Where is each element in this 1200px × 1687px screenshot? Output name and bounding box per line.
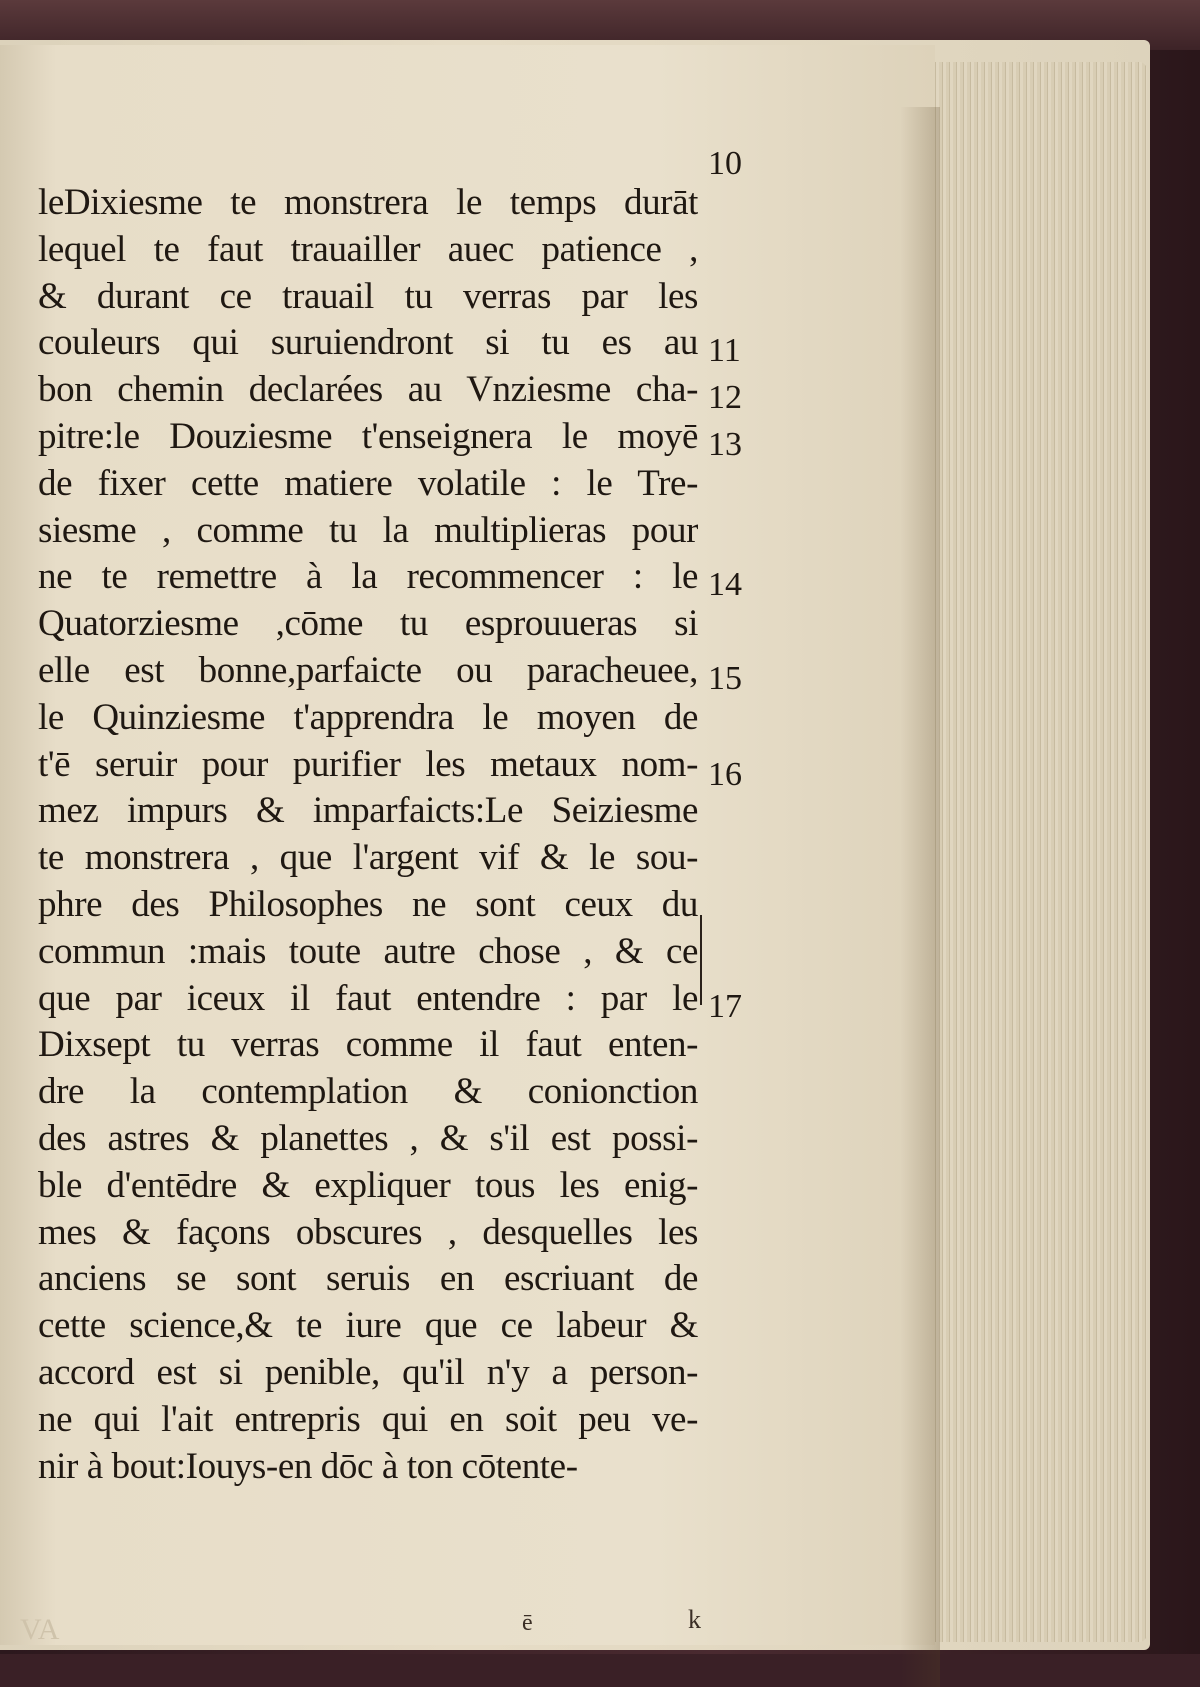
signature-mark: k (688, 1605, 701, 1634)
offset-print: VA (20, 1613, 60, 1646)
margin-number: 12 (708, 379, 742, 416)
text-line: de fixer cette matiere volatile : le Tre- (38, 462, 698, 504)
text-line: anciens se sont seruis en escriuant de (38, 1258, 698, 1300)
text-line: des astres & planettes , & s'il est possi- (38, 1117, 698, 1159)
text-line: pitre:le Douziesme t'enseignera le moyē (38, 415, 698, 457)
text-line: mez impurs & imparfaicts:Le Seiziesme (38, 790, 698, 832)
page-edges (930, 62, 1147, 1642)
text-line: Dixsept tu verras comme il faut enten- (38, 1024, 698, 1066)
margin-number: 11 (708, 332, 741, 369)
text-line: ne te remettre à la recommencer : le (38, 556, 698, 598)
margin-number: 14 (708, 566, 742, 603)
text-line: Quatorziesme ,cōme tu esprouueras si (38, 603, 698, 645)
margin-number: 17 (708, 988, 742, 1025)
text-line: couleurs qui suruiendront si tu es au (38, 322, 698, 364)
text-line: lequel te faut trauailler auec patience , (38, 228, 698, 270)
text-line: mes & façons obscures , desquelles les (38, 1211, 698, 1253)
text-line: cette science,& te iure que ce labeur & (38, 1305, 698, 1347)
gutter-shadow (900, 107, 940, 1687)
text-line: te monstrera , que l'argent vif & le sou- (38, 837, 698, 879)
text-line: le Quinziesme t'apprendra le moyen de (38, 696, 698, 738)
text-line: accord est si penible, qu'il n'y a person- (38, 1351, 698, 1393)
text-line: t'ē seruir pour purifier les metaux nom- (38, 743, 698, 785)
text-line: phre des Philosophes ne sont ceux du (38, 883, 698, 925)
text-line: que par iceux il faut entendre : par le (38, 977, 698, 1019)
text-line: & durant ce trauail tu verras par les (38, 275, 698, 317)
margin-rule (700, 915, 702, 1005)
margin-number: 15 (708, 660, 742, 697)
book-page (0, 45, 935, 1645)
text-line: elle est bonne,parfaicte ou paracheuee, (38, 649, 698, 691)
text-line: siesme , comme tu la multiplieras pour (38, 509, 698, 551)
margin-number: 13 (708, 426, 742, 463)
text-line: ble d'entēdre & expliquer tous les enig- (38, 1164, 698, 1206)
catchword: ē (522, 1610, 533, 1636)
margin-number: 10 (708, 145, 742, 182)
text-line: dre la contemplation & conionction (38, 1071, 698, 1113)
text-line: leDixiesme te monstrera le temps durāt (38, 182, 698, 223)
text-line: ne qui l'ait entrepris qui en soit peu ve- (38, 1398, 698, 1440)
text-line: nir à bout:Iouys-en dōc à ton cōtente- (38, 1445, 578, 1487)
body-text (38, 180, 698, 1490)
text-line: bon chemin declarées au Vnziesme cha- (38, 369, 698, 411)
text-line: commun :mais toute autre chose , & ce (38, 930, 698, 972)
margin-number: 16 (708, 756, 742, 793)
